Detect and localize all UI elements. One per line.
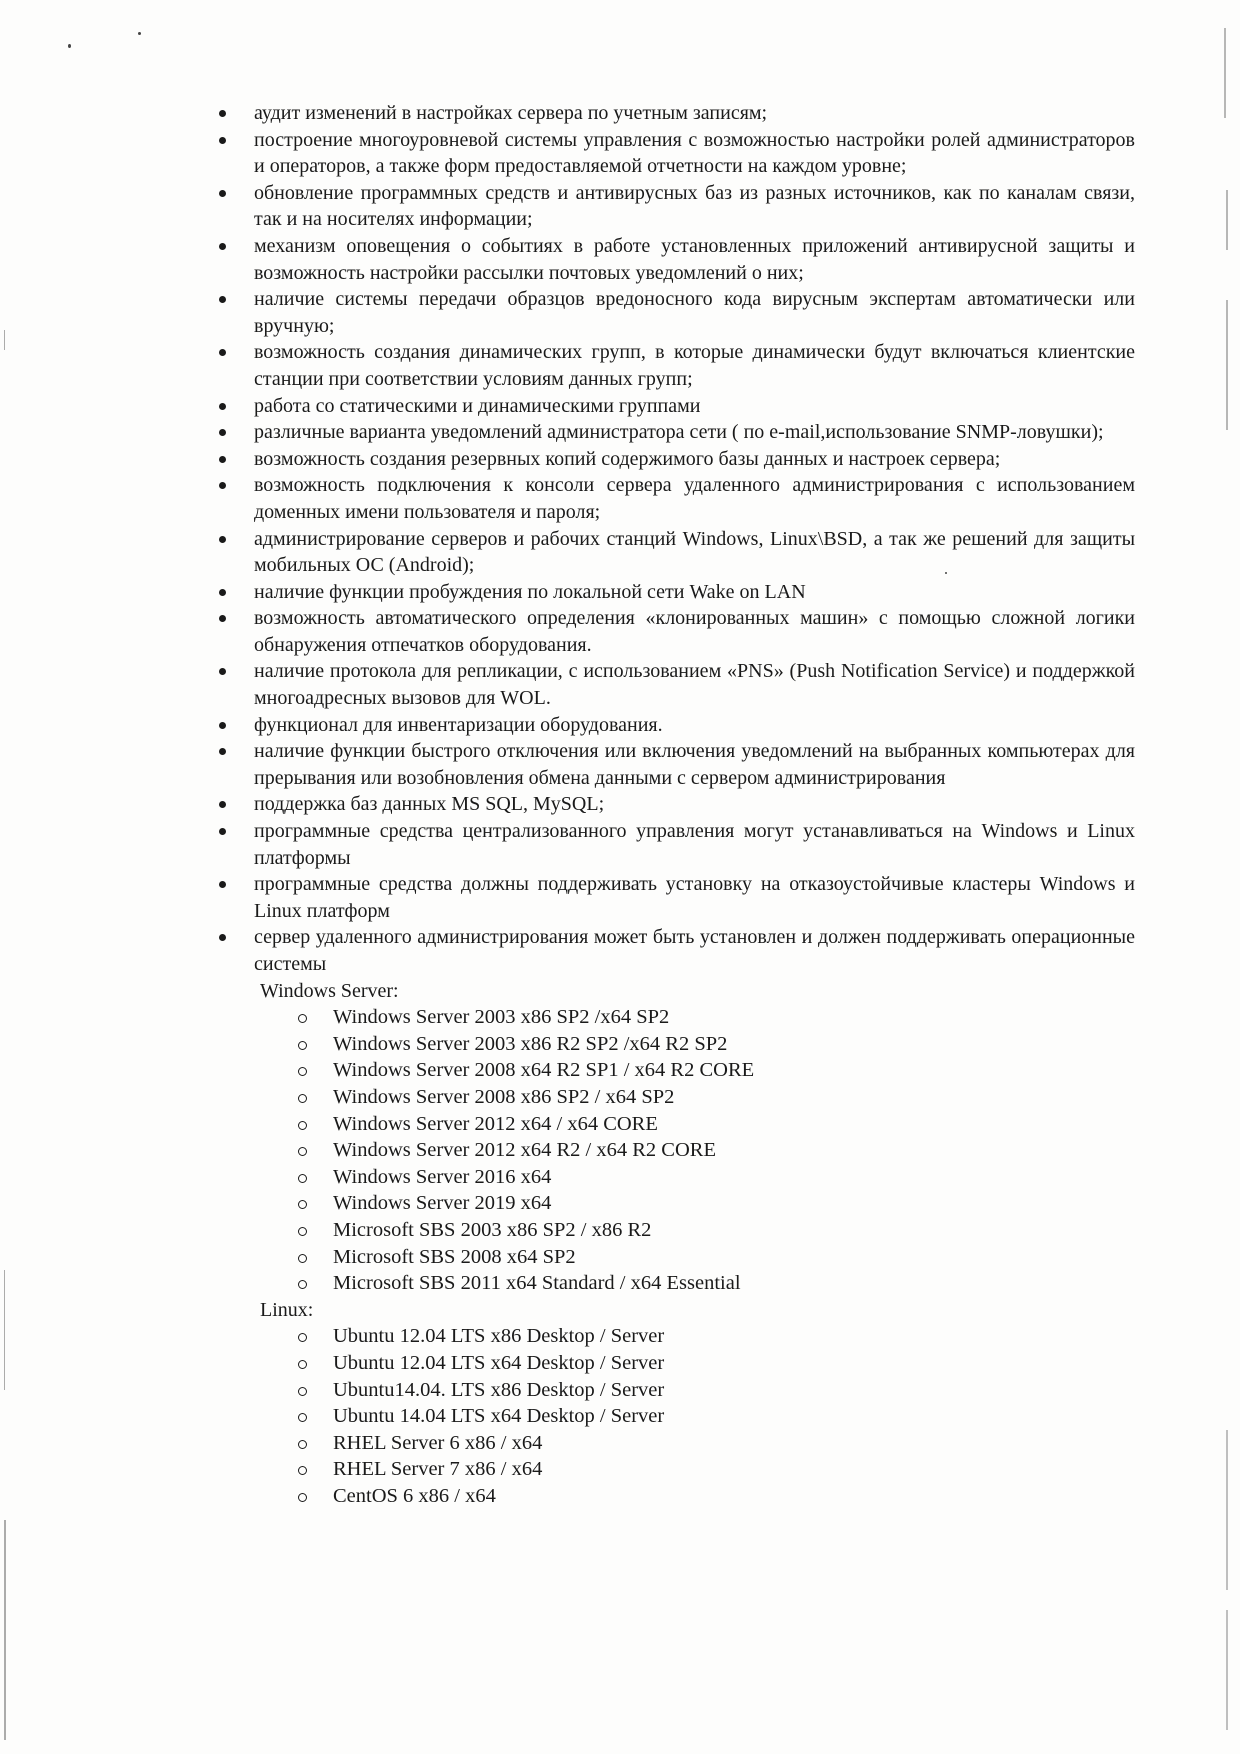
os-list-item — [298, 1057, 1135, 1084]
circle-bullet-icon — [298, 1094, 307, 1103]
scan-speck — [138, 32, 141, 35]
list-item-text: возможность подключения к консоли сервера удаленного администрирования с использованием доменных имени пользователя и пароля; — [254, 474, 1135, 523]
list-item-text: работа со статическими и динамическими группами — [254, 394, 701, 417]
bullet-icon — [219, 349, 226, 356]
list-item — [210, 100, 1135, 127]
os-item-text: Windows Server 2003 x86 SP2 /x64 SP2 — [333, 1006, 670, 1029]
os-list-item — [298, 1350, 1135, 1377]
os-list-item — [298, 1084, 1135, 1111]
document-body — [210, 100, 1135, 1509]
os-item-text: Windows Server 2012 x64 R2 / x64 R2 CORE — [333, 1139, 716, 1162]
circle-bullet-icon — [298, 1280, 307, 1289]
circle-bullet-icon — [298, 1440, 307, 1449]
list-item — [210, 605, 1135, 658]
linux-os-list — [210, 1323, 1135, 1509]
list-item — [210, 180, 1135, 233]
circle-bullet-icon — [298, 1466, 307, 1475]
bullet-icon — [219, 403, 226, 410]
os-list-item — [298, 1483, 1135, 1510]
list-item — [210, 286, 1135, 339]
circle-bullet-icon — [298, 1121, 307, 1130]
scan-edge-mark — [4, 330, 5, 350]
circle-bullet-icon — [298, 1493, 307, 1502]
scan-edge-mark — [4, 1270, 5, 1390]
list-item — [210, 339, 1135, 392]
bullet-icon — [219, 482, 226, 489]
list-item-text: возможность автоматического определения «клонированных машин» с помощью сложной логики обнаружения отпечатков оборудования. — [254, 607, 1135, 656]
scan-speck — [68, 44, 71, 48]
list-item-text: аудит изменений в настройках сервера по учетным записям; — [254, 102, 768, 124]
list-item-text: администрирование серверов и рабочих станций Windows, Linux\BSD, а так же решений для защиты мобильных ОС (Android); — [254, 527, 1135, 577]
bullet-icon — [219, 190, 226, 197]
linux-heading: Linux: — [260, 1298, 314, 1321]
list-item-text: наличие функции быстрого отключения или включения уведомлений на выбранных компьютерах для прерывания или возобновления обмена данными с сервером администрирования — [254, 740, 1135, 789]
bullet-icon — [219, 137, 226, 144]
list-item-text: построение многоуровневой системы управления с возможностью настройки ролей администраторов и операторов, а также форм предоставляемой отчетности на каждом уровне; — [254, 128, 1135, 178]
circle-bullet-icon — [298, 1333, 307, 1342]
os-list-item — [298, 1430, 1135, 1457]
circle-bullet-icon — [298, 1413, 307, 1422]
list-item-text: обновление программных средств и антивирусных баз из разных источников, как по каналам связи, так и на носителях информации; — [254, 181, 1135, 231]
os-item-text: Microsoft SBS 2008 x64 SP2 — [333, 1245, 576, 1268]
bullet-icon — [219, 110, 226, 117]
list-item — [210, 446, 1135, 473]
bullet-icon — [219, 615, 226, 622]
os-list-item — [298, 1244, 1135, 1271]
list-item — [210, 924, 1135, 977]
list-item — [210, 419, 1135, 446]
os-list-item — [298, 1164, 1135, 1191]
scan-edge-mark — [1226, 300, 1228, 430]
os-list-item — [298, 1403, 1135, 1430]
os-list-item — [298, 1323, 1135, 1350]
os-list-item — [298, 1111, 1135, 1138]
circle-bullet-icon — [298, 1014, 307, 1023]
os-item-text: Windows Server 2008 x86 SP2 / x64 SP2 — [333, 1085, 675, 1108]
bullet-icon — [219, 748, 226, 755]
list-item — [210, 658, 1135, 711]
list-item — [210, 127, 1135, 180]
os-list-item — [298, 1456, 1135, 1483]
os-item-text: CentOS 6 x86 / x64 — [333, 1484, 496, 1507]
os-item-text: Windows Server 2008 x64 R2 SP1 / x64 R2 CORE — [333, 1059, 755, 1082]
os-list-item — [298, 1031, 1135, 1058]
os-item-text: Windows Server 2003 x86 R2 SP2 /x64 R2 SP2 — [333, 1032, 728, 1055]
os-list-item — [298, 1190, 1135, 1217]
list-item — [210, 393, 1135, 420]
os-item-text: RHEL Server 6 x86 / x64 — [333, 1431, 543, 1454]
os-list-item — [298, 1004, 1135, 1031]
scan-edge-mark — [1224, 28, 1226, 118]
scan-edge-mark — [1226, 1610, 1228, 1730]
os-item-text: Ubuntu14.04. LTS x86 Desktop / Server — [333, 1378, 665, 1401]
scan-edge-mark — [1226, 1430, 1228, 1590]
circle-bullet-icon — [298, 1067, 307, 1076]
circle-bullet-icon — [298, 1041, 307, 1050]
list-item-text: программные средства централизованного управления могут устанавливаться на Windows и Linux платформы — [254, 820, 1135, 869]
windows-server-heading: Windows Server: — [260, 979, 399, 1002]
os-item-text: Ubuntu 14.04 LTS x64 Desktop / Server — [333, 1405, 665, 1428]
circle-bullet-icon — [298, 1387, 307, 1396]
list-item-text: различные варианта уведомлений администратора сети ( по e-mail,использование SNMP-ловушки); — [254, 421, 1104, 444]
bullet-icon — [219, 429, 226, 436]
scan-edge-mark — [1226, 190, 1228, 250]
list-item — [210, 233, 1135, 286]
windows-os-list — [210, 1004, 1135, 1297]
os-item-text: Ubuntu 12.04 LTS x86 Desktop / Server — [333, 1325, 665, 1348]
circle-bullet-icon — [298, 1254, 307, 1263]
os-list-item — [298, 1377, 1135, 1404]
os-item-text: Windows Server 2016 x64 — [333, 1165, 552, 1188]
circle-bullet-icon — [298, 1200, 307, 1209]
bullet-icon — [219, 536, 226, 543]
bullet-icon — [219, 828, 226, 835]
bullet-icon — [219, 456, 226, 463]
list-item — [210, 871, 1135, 924]
os-item-text: Microsoft SBS 2003 x86 SP2 / x86 R2 — [333, 1218, 652, 1241]
requirements-list — [210, 100, 1135, 978]
bullet-icon — [219, 243, 226, 250]
os-list-item — [298, 1270, 1135, 1297]
list-item-text: наличие системы передачи образцов вредоносного кода вирусным экспертам автоматически или вручную; — [254, 288, 1135, 337]
bullet-icon — [219, 881, 226, 888]
bullet-icon — [219, 296, 226, 303]
bullet-icon — [219, 668, 226, 675]
list-item — [210, 526, 1135, 579]
bullet-icon — [219, 722, 226, 729]
circle-bullet-icon — [298, 1147, 307, 1156]
os-item-text: Windows Server 2019 x64 — [333, 1192, 552, 1215]
list-item-text: функционал для инвентаризации оборудования. — [254, 713, 663, 736]
os-item-text: RHEL Server 7 x86 / x64 — [333, 1458, 543, 1481]
list-item-text: программные средства должны поддерживать установку на отказоустойчивые кластеры Windows и Linux платформ — [254, 873, 1135, 922]
list-item-text: возможность создания динамических групп, в которые динамически будут включаться клиентские станции при соответствии условиям данных групп; — [254, 341, 1135, 390]
list-item — [210, 738, 1135, 791]
circle-bullet-icon — [298, 1360, 307, 1369]
os-item-text: Microsoft SBS 2011 x64 Standard / x64 Essential — [333, 1272, 741, 1295]
os-item-text: Ubuntu 12.04 LTS x64 Desktop / Server — [333, 1351, 665, 1374]
list-item-text: возможность создания резервных копий содержимого базы данных и настроек сервера; — [254, 447, 1001, 470]
list-item — [210, 818, 1135, 871]
list-item-text: наличие функции пробуждения по локальной сети Wake on LAN — [254, 580, 806, 603]
list-item — [210, 579, 1135, 606]
list-item — [210, 791, 1135, 818]
list-item-text: механизм оповещения о событиях в работе установленных приложений антивирусной защиты и возможность настройки рассылки почтовых уведомлений о них; — [254, 234, 1135, 284]
list-item-text: сервер удаленного администрирования может быть установлен и должен поддерживать операционные системы — [254, 926, 1135, 975]
circle-bullet-icon — [298, 1174, 307, 1183]
scan-edge-mark — [4, 1520, 6, 1740]
bullet-icon — [219, 801, 226, 808]
circle-bullet-icon — [298, 1227, 307, 1236]
list-item-text: поддержка баз данных MS SQL, MySQL; — [254, 793, 605, 816]
os-list-item — [298, 1137, 1135, 1164]
bullet-icon — [219, 934, 226, 941]
bullet-icon — [219, 589, 226, 596]
os-list-item — [298, 1217, 1135, 1244]
list-item-text: наличие протокола для репликации, с использованием «PNS» (Push Notification Service) и поддержкой многоадресных вызовов для WOL. — [254, 660, 1135, 710]
list-item — [210, 472, 1135, 525]
os-item-text: Windows Server 2012 x64 / x64 CORE — [333, 1112, 658, 1135]
list-item — [210, 712, 1135, 739]
